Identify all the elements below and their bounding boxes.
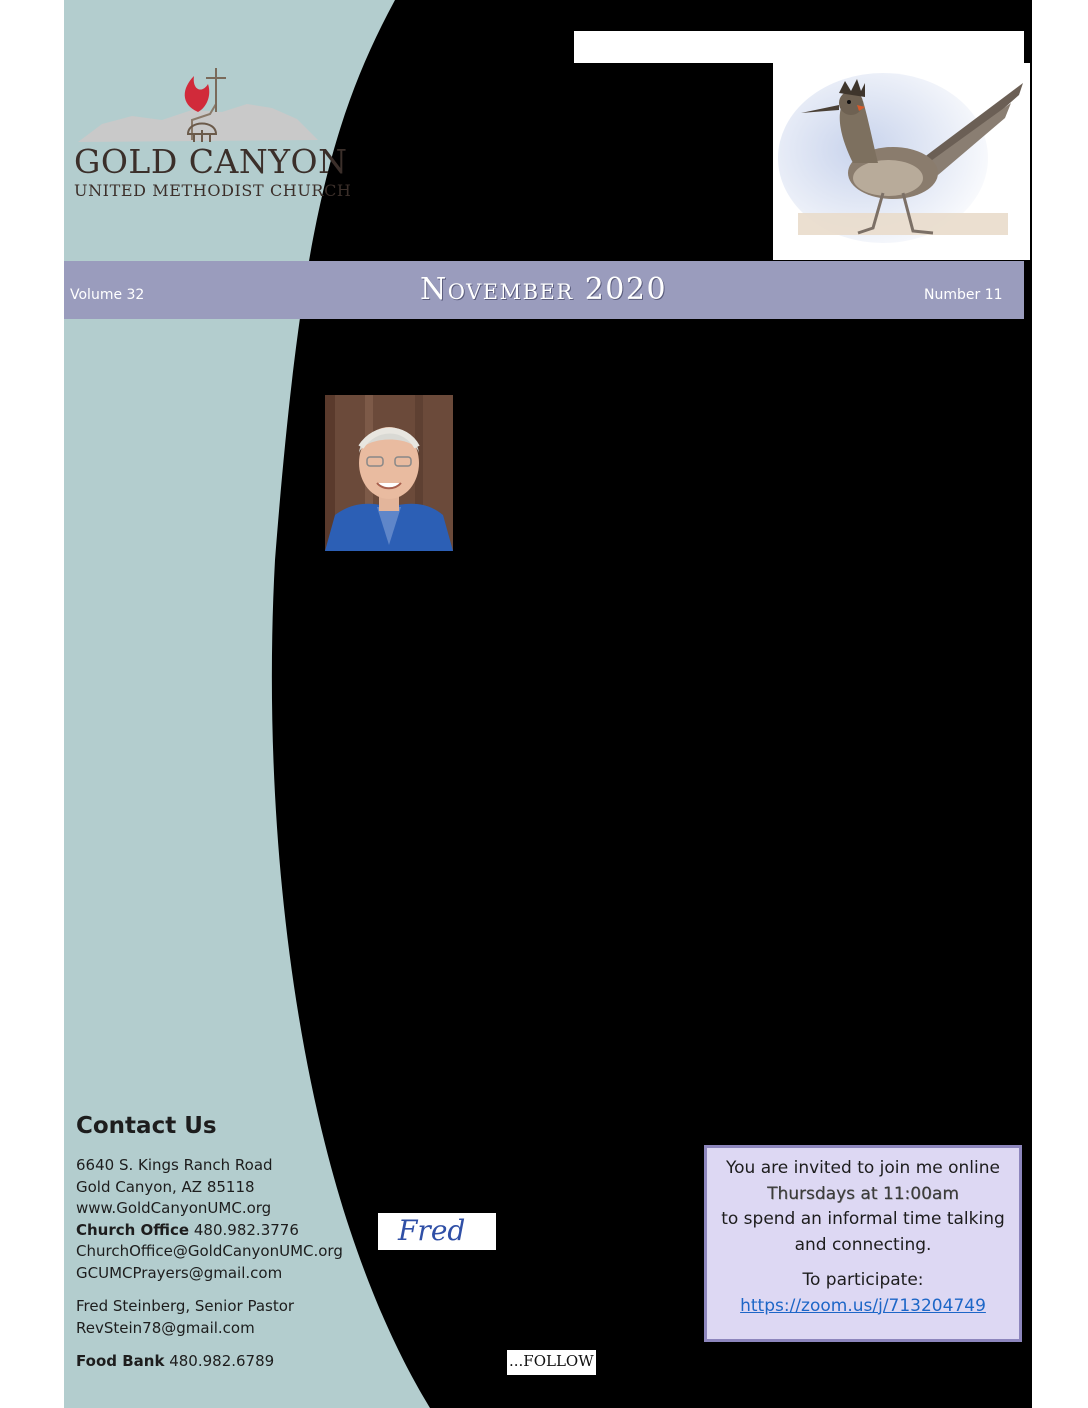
office-phone: 480.982.3776 <box>193 1220 299 1239</box>
church-subtitle: UNITED METHODIST CHURCH <box>74 181 352 200</box>
pastor-signature: Fred <box>398 1214 466 1247</box>
pastor-photo <box>325 395 453 551</box>
foodbank-phone: 480.982.6789 <box>169 1352 275 1370</box>
zoom-link[interactable]: https://zoom.us/j/713204749 <box>740 1295 986 1316</box>
volume-label: Volume 32 <box>70 287 145 303</box>
invite-schedule: Thursdays at 11:00am <box>767 1183 959 1204</box>
website-link[interactable]: www.GoldCanyonUMC.org <box>76 1199 272 1217</box>
contact-block <box>76 1155 343 1373</box>
office-label: Church Office <box>76 1220 190 1239</box>
follow-text: ...FOLLOW <box>509 1352 594 1370</box>
food-bank-line <box>76 1351 343 1373</box>
roadrunner-illustration <box>773 63 1030 260</box>
prayers-email[interactable]: GCUMCPrayers@gmail.com <box>76 1263 283 1282</box>
contact-heading: Contact Us <box>76 1113 217 1139</box>
invite-line-1: You are invited to join me online <box>726 1158 1000 1178</box>
issue-title: November 2020 <box>420 272 668 307</box>
office-email[interactable]: ChurchOffice@GoldCanyonUMC.org <box>76 1242 343 1260</box>
pastor-email[interactable]: RevStein78@gmail.com <box>76 1318 255 1337</box>
masthead-white-bar <box>574 31 1024 63</box>
invite-line-5: To participate: <box>802 1270 924 1290</box>
foodbank-label: Food Bank <box>76 1352 165 1370</box>
pastor-name: Fred Steinberg, Senior Pastor <box>76 1297 295 1315</box>
flame-icon <box>185 76 210 112</box>
address-line-1: 6640 S. Kings Ranch Road <box>76 1156 273 1174</box>
invite-line-3: to spend an informal time talking <box>721 1209 1005 1229</box>
church-office-line <box>76 1220 343 1242</box>
address-line-2: Gold Canyon, AZ 85118 <box>76 1177 255 1196</box>
invite-line-4: and connecting. <box>794 1234 932 1255</box>
church-name: GOLD CANYON <box>74 142 348 181</box>
issue-number: Number 11 <box>924 287 1003 303</box>
zoom-invite-box <box>704 1145 1022 1342</box>
